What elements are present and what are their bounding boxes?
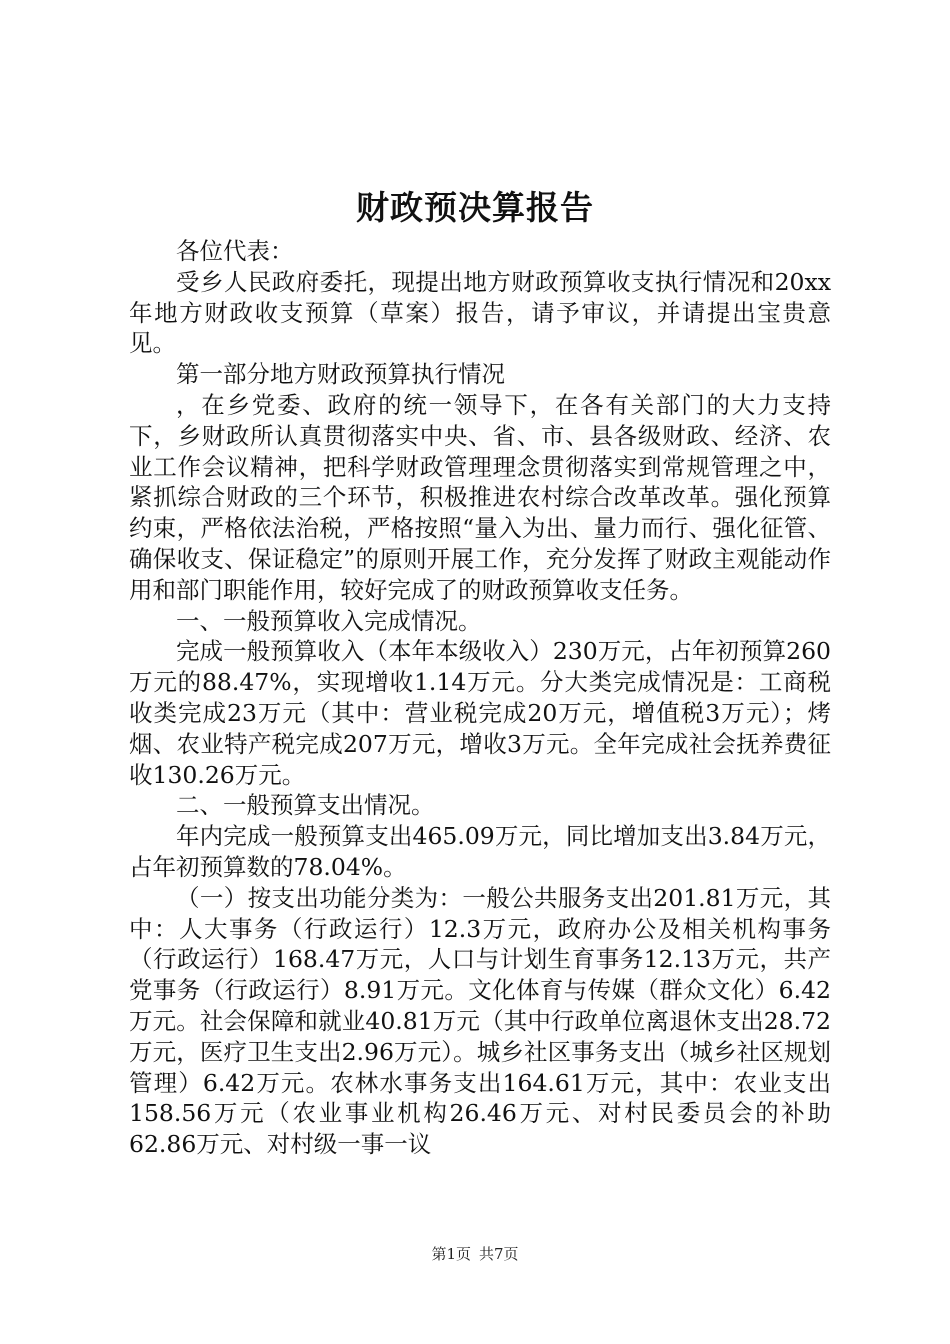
paragraph-overview: ，在乡党委、政府的统一领导下，在各有关部门的大力支持下，乡财政所认真贯彻落实中央、省、市、县各级财政、经济、农业工作会议精神，把科学财政管理理念贯彻落实到常规管理之中，紧抓综合财政的三个环节，积极推进农村综合改革改革。强化预算约束，严格依法治税，严格按照“量入为出、量力而行、强化征管、确保收支、保证稳定”的原则开展工作，充分发挥了财政主观能动作用和部门职能作用，较好完成了的财政预算收支任务。 bbox=[129, 390, 831, 604]
paragraph-revenue: 完成一般预算收入（本年本级收入）230万元，占年初预算260万元的88.47%，实现增收1.14万元。分大类完成情况是：工商税收类完成23万元（其中：营业税完成20万元，增值税3万元）；烤烟、农业特产税完成207万元，增收3万元。全年完成社会抚养费征收130.26万元。 bbox=[129, 637, 831, 789]
page-number: 第1页 bbox=[431, 1245, 471, 1263]
section-heading-revenue: 一、一般预算收入完成情况。 bbox=[176, 606, 482, 635]
paragraph-intro: 受乡人民政府委托，现提出地方财政预算收支执行情况和20xx年地方财政收支预算（草案）报告，请予审议，并请提出宝贵意见。 bbox=[129, 267, 831, 358]
section-heading-part-one: 第一部分地方财政预算执行情况 bbox=[176, 360, 505, 389]
document-body bbox=[129, 236, 831, 1160]
document-title: 财政预决算报告 bbox=[356, 188, 594, 227]
page-total: 共7页 bbox=[479, 1245, 519, 1263]
page-footer bbox=[0, 1244, 950, 1264]
paragraph-expenditure-by-function: （一）按支出功能分类为：一般公共服务支出201.81万元，其中：人大事务（行政运行）12.3万元，政府办公及相关机构事务（行政运行）168.47万元，人口与计划生育事务12.13万元，共产党事务（行政运行）8.91万元。文化体育与传媒（群众文化）6.42万元。社会保障和就业40.81万元（其中行政单位离退休支出28.72万元，医疗卫生支出2.96万元）。城乡社区事务支出（城乡社区规划管理）6.42万元。农林水事务支出164.61万元，其中：农业支出158.56万元（农业事业机构26.46万元、对村民委员会的补助62.86万元、对村级一事一议 bbox=[129, 883, 831, 1159]
paragraph-salutation: 各位代表： bbox=[176, 237, 294, 265]
paragraph-expenditure-total: 年内完成一般预算支出465.09万元，同比增加支出3.84万元，占年初预算数的78.04%。 bbox=[129, 822, 831, 881]
section-heading-expenditure: 二、一般预算支出情况。 bbox=[176, 791, 435, 820]
